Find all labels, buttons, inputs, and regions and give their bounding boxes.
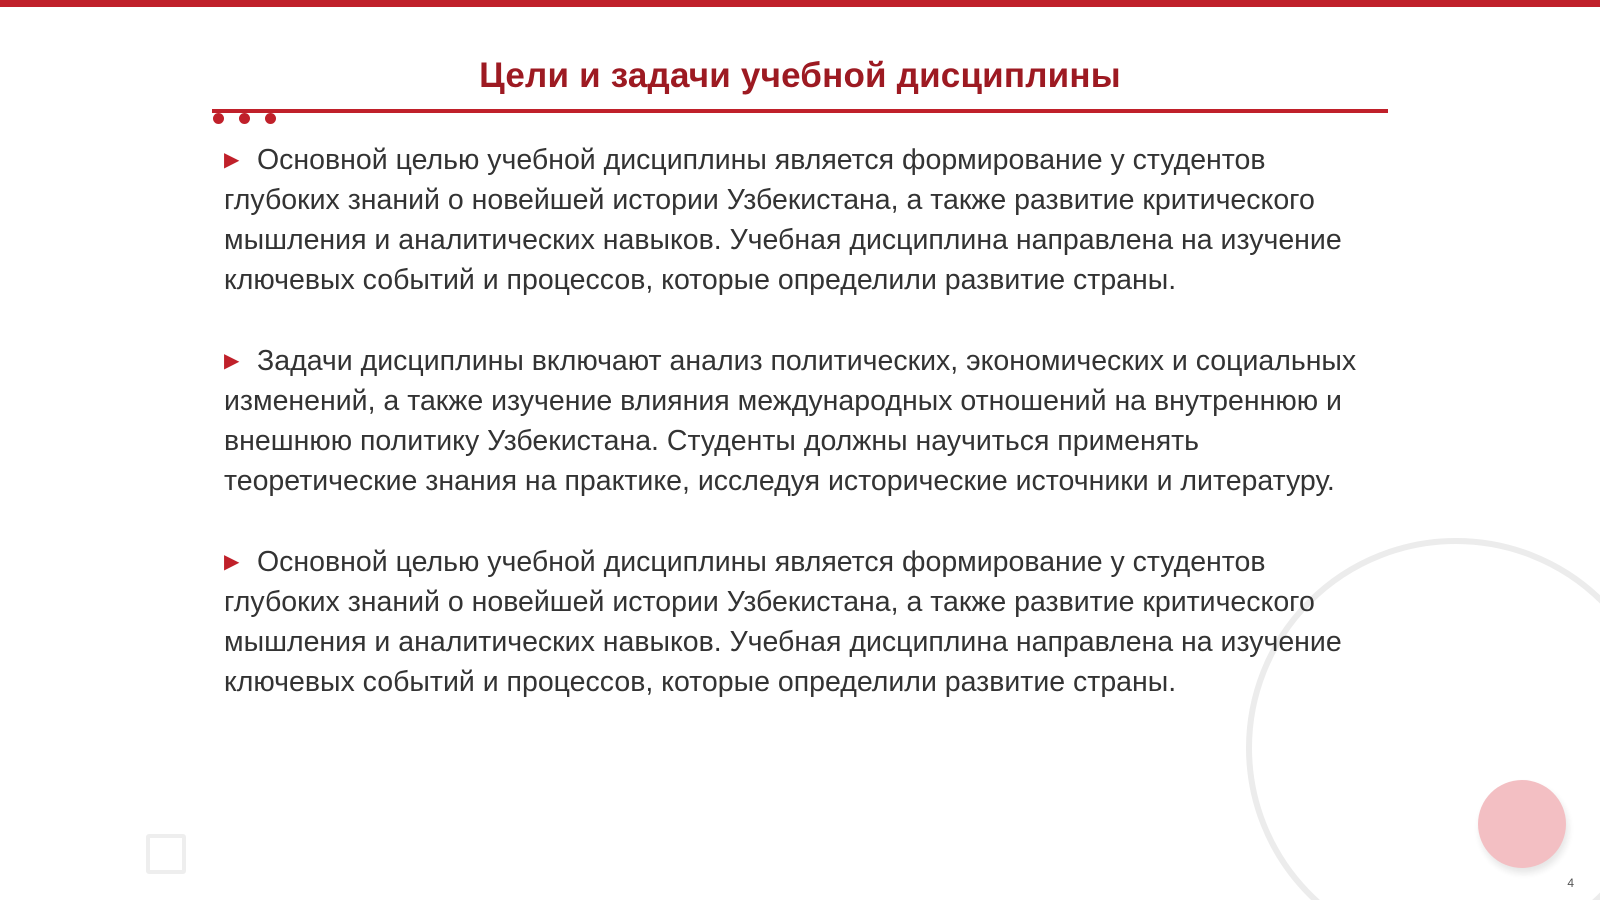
triangle-bullet-icon: ▶ bbox=[224, 551, 240, 573]
triangle-bullet-icon: ▶ bbox=[224, 350, 240, 372]
bullet-item bbox=[224, 542, 1374, 702]
slide-title: Цели и задачи учебной дисциплины bbox=[479, 56, 1121, 95]
underline-dot bbox=[213, 113, 224, 124]
bullet-list bbox=[224, 140, 1374, 743]
decorative-square-outline bbox=[146, 834, 186, 874]
title-underline bbox=[212, 109, 1388, 113]
triangle-bullet-icon: ▶ bbox=[224, 149, 240, 171]
page-number: 4 bbox=[1567, 876, 1574, 890]
decorative-pink-circle bbox=[1478, 780, 1566, 868]
bullet-text: Основной целью учебной дисциплины является формирование у студентов глубоких знаний о новейшей истории Узбекистана, а также развитие критического мышления и аналитических навыков. Учебная дисциплина направлена на изучение ключевых событий и процессов, которые определили развитие страны. bbox=[224, 546, 1342, 698]
underline-dot bbox=[265, 113, 276, 124]
underline-dot bbox=[239, 113, 250, 124]
bullet-item bbox=[224, 341, 1374, 501]
top-accent-bar bbox=[0, 0, 1600, 7]
bullet-text: Задачи дисциплины включают анализ политических, экономических и социальных изменений, а также изучение влияния международных отношений на внутреннюю и внешнюю политику Узбекистана. Студенты должны научиться применять теоретические знания на практике, исследуя исторические источники и литературу. bbox=[224, 345, 1357, 497]
bullet-item bbox=[224, 140, 1374, 300]
bullet-text: Основной целью учебной дисциплины является формирование у студентов глубоких знаний о новейшей истории Узбекистана, а также развитие критического мышления и аналитических навыков. Учебная дисциплина направлена на изучение ключевых событий и процессов, которые определили развитие страны. bbox=[224, 144, 1342, 296]
